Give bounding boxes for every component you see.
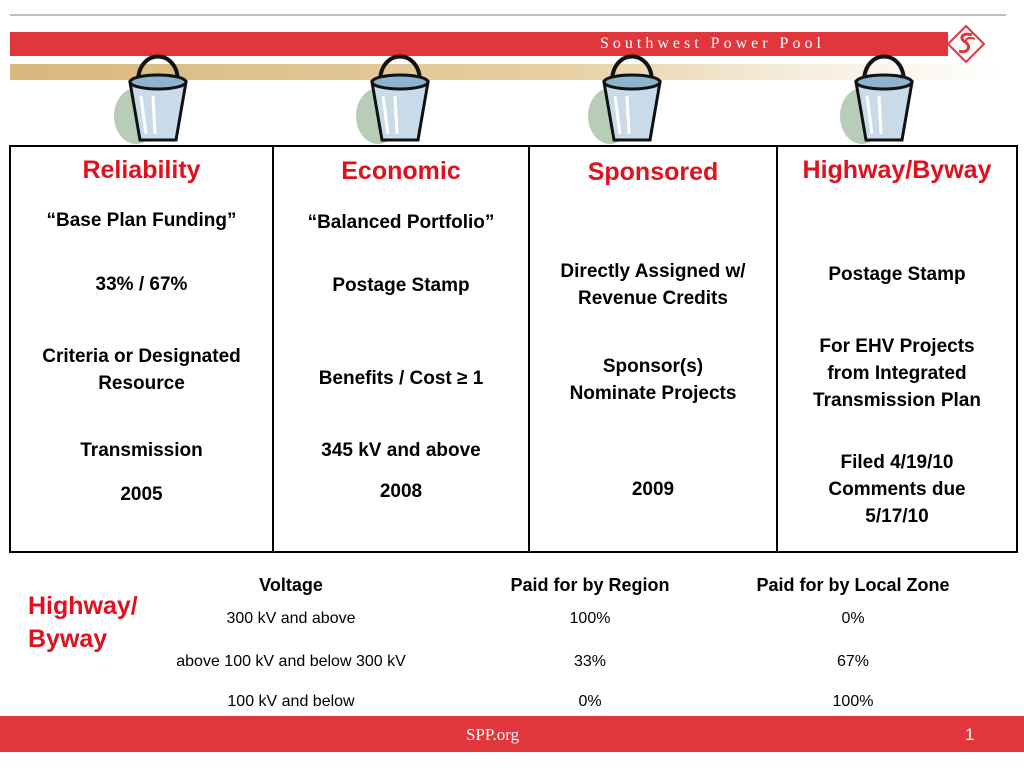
status-line: 5/17/10	[865, 506, 929, 527]
row-zone: 100%	[832, 693, 874, 710]
eligibility-line: Nominate Projects	[569, 383, 737, 404]
eligibility-line: from Integrated	[827, 363, 967, 384]
cost-allocation: Postage Stamp	[828, 264, 966, 285]
spp-logo-icon	[946, 24, 986, 64]
year: 2005	[120, 484, 163, 505]
org-name: Southwest Power Pool	[600, 35, 825, 52]
year: 2009	[631, 479, 675, 500]
column-heading: Reliability	[82, 156, 201, 184]
title-line: Byway	[28, 625, 108, 653]
cost-allocation-line: Revenue Credits	[578, 288, 728, 309]
eligibility-line: For EHV Projects	[819, 336, 975, 357]
title-line: Highway/	[28, 592, 138, 620]
row-zone: 0%	[841, 610, 865, 627]
column-highway-byway	[777, 146, 1017, 552]
row-region: 0%	[578, 693, 602, 710]
row-voltage: 300 kV and above	[226, 610, 356, 627]
row-zone: 67%	[836, 653, 870, 670]
bucket-icon	[582, 52, 674, 146]
eligibility-line: Transmission Plan	[813, 390, 981, 411]
row-voltage: above 100 kV and below 300 kV	[176, 653, 406, 670]
header-region: Paid for by Region	[510, 575, 670, 595]
column-reliability	[10, 146, 273, 552]
column-heading: Sponsored	[587, 158, 719, 186]
scope: Transmission	[80, 440, 203, 461]
eligibility: Benefits / Cost ≥ 1	[318, 368, 484, 389]
eligibility-line: Resource	[98, 373, 185, 394]
top-divider	[10, 14, 1006, 16]
column-economic	[273, 146, 529, 552]
row-region: 100%	[569, 610, 611, 627]
status-line: Filed 4/19/10	[840, 452, 954, 473]
footer-site-link[interactable]: SPP.org	[466, 725, 520, 744]
bucket-icon	[350, 52, 442, 146]
year: 2008	[379, 481, 423, 502]
header-zone: Paid for by Local Zone	[756, 575, 950, 595]
scope: 345 kV and above	[321, 440, 481, 461]
bucket-icon	[108, 52, 200, 146]
column-heading: Highway/Byway	[802, 156, 992, 184]
highway-byway-title	[28, 590, 138, 656]
status-line: Comments due	[828, 479, 966, 500]
column-heading: Economic	[341, 157, 461, 185]
eligibility-line: Criteria or Designated	[42, 346, 241, 367]
page-number: 1	[965, 725, 975, 744]
funding-label: “Base Plan Funding”	[46, 210, 237, 231]
eligibility-line: Sponsor(s)	[602, 356, 704, 377]
cost-allocation: 33% / 67%	[95, 274, 188, 295]
bucket-icon	[834, 52, 926, 146]
row-region: 33%	[573, 653, 607, 670]
funding-categories-table	[9, 145, 1018, 553]
cost-allocation: Postage Stamp	[332, 275, 470, 296]
funding-label: “Balanced Portfolio”	[307, 212, 495, 233]
row-voltage: 100 kV and below	[227, 693, 355, 710]
cost-allocation-line: Directly Assigned w/	[560, 261, 746, 282]
header-voltage: Voltage	[259, 575, 323, 595]
column-sponsored	[529, 146, 777, 552]
